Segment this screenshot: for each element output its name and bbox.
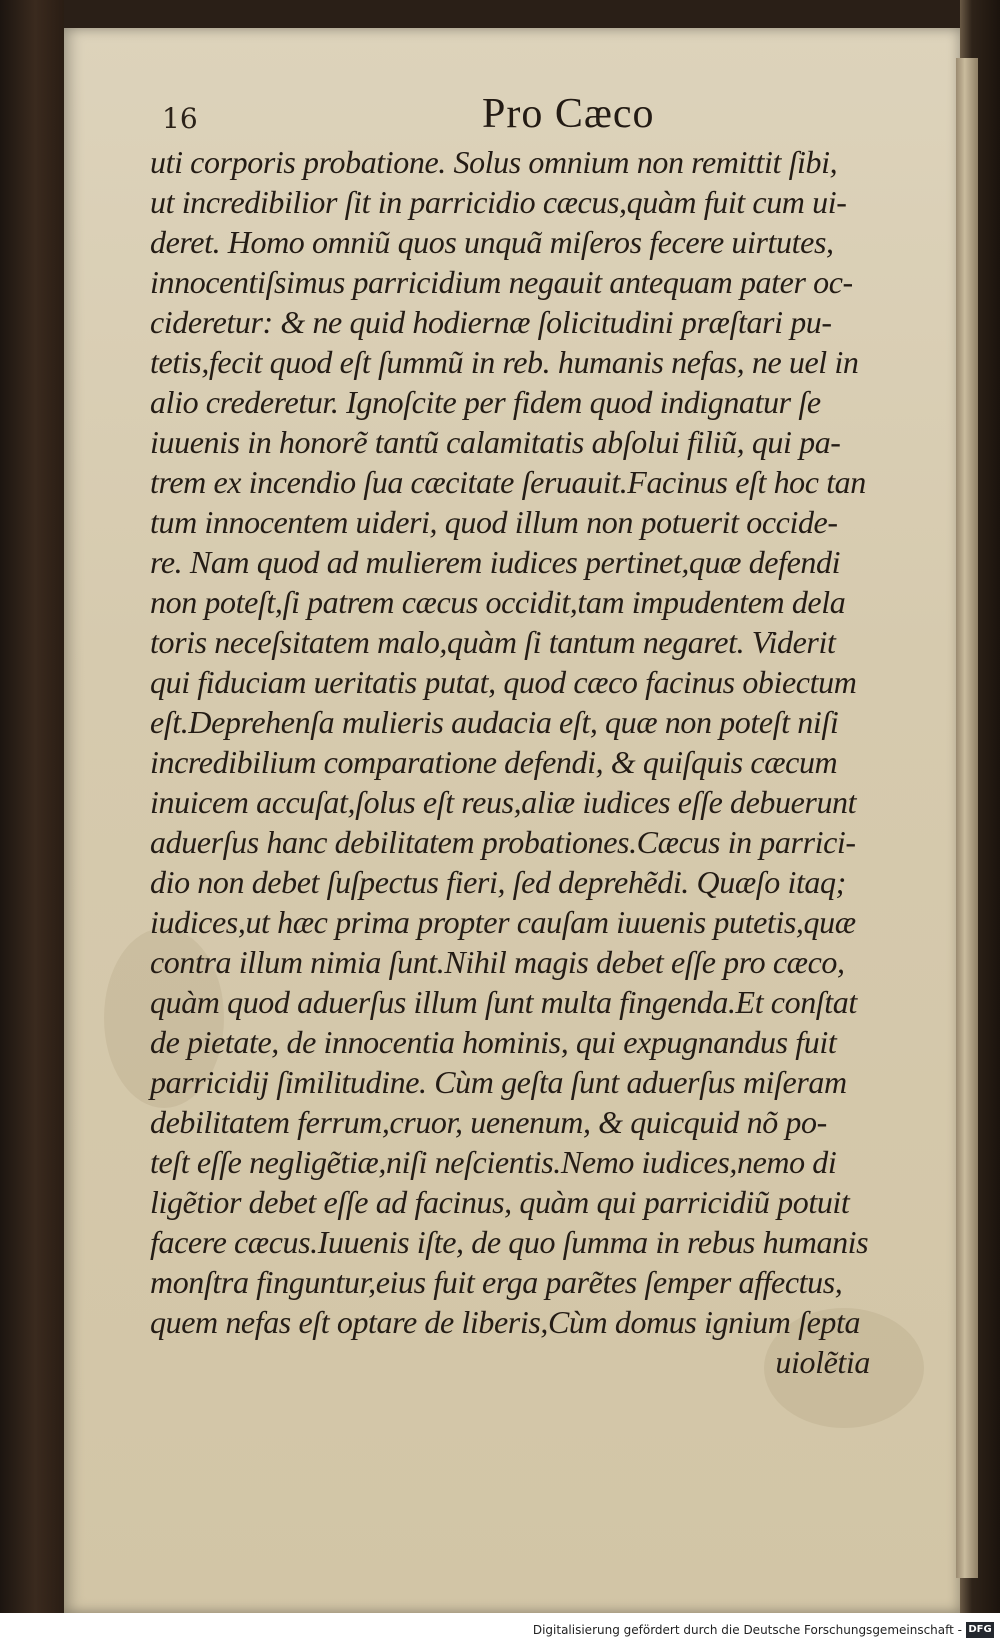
dfg-logo: DFG — [966, 1622, 994, 1638]
running-head: Pro Cæco — [482, 91, 655, 137]
text-line: dio non debet ſuſpectus fieri, ſed deprehẽdi. Quæſo itaq; — [150, 864, 846, 900]
text-line: qui fiduciam ueritatis putat, quod cæco facinus obiectum — [150, 664, 857, 700]
text-line: iudices,ut hæc prima propter cauſam iuuenis putetis,quæ — [150, 904, 856, 940]
text-line: parricidij ſimilitudine. Cùm geſta ſunt aduerſus miſeram — [150, 1064, 847, 1100]
text-line: iuuenis in honorẽ tantũ calamitatis abſolui filiũ, qui pa- — [150, 424, 841, 460]
text-line: inuicem accuſat,ſolus eſt reus,aliæ iudices eſſe debuerunt — [150, 784, 857, 820]
text-line: de pietate, de innocentia hominis, qui expugnandus fuit — [150, 1024, 837, 1060]
page-header — [162, 70, 862, 137]
page-number: 16 — [162, 102, 198, 135]
text-line: cideretur: & ne quid hodiernæ ſolicitudini præſtari pu- — [150, 304, 832, 340]
text-line: tetis,fecit quod eſt ſummũ in reb. humanis nefas, ne uel in — [150, 344, 859, 380]
text-line: incredibilium comparatione defendi, & quiſquis cæcum — [150, 744, 838, 780]
book-binding-left — [0, 0, 64, 1643]
text-line: alio crederetur. Ignoſcite per fidem quod indignatur ſe — [150, 384, 821, 420]
digitization-footer — [0, 1613, 1000, 1643]
text-line: aduerſus hanc debilitatem probationes.Cæcus in parrici- — [150, 824, 856, 860]
text-line: debilitatem ferrum,cruor, uenenum, & quicquid nõ po- — [150, 1104, 827, 1140]
text-line: tum innocentem uideri, quod illum non potuerit occide- — [150, 504, 838, 540]
footer-credit: Digitalisierung gefördert durch die Deutsche Forschungsgemeinschaft - — [532, 1623, 962, 1637]
text-line: toris neceſsitatem malo,quàm ſi tantum negaret. Viderit — [150, 624, 836, 660]
page-edge — [956, 58, 978, 1578]
text-line: monſtra finguntur,eius fuit erga parẽtes ſemper affectus, — [150, 1264, 843, 1300]
text-line: ligẽtior debet eſſe ad facinus, quàm qui parricidiũ potuit — [150, 1184, 850, 1220]
text-line: eſt.Deprehenſa mulieris audacia eſt, quæ non poteſt niſi — [150, 704, 839, 740]
text-line: uti corporis probatione. Solus omnium non remittit ſibi, — [150, 144, 838, 180]
text-line: quem nefas eſt optare de liberis,Cùm domus ignium ſepta — [150, 1304, 861, 1340]
catchword: uiolẽtia — [775, 1344, 870, 1380]
text-line: re. Nam quod ad mulierem iudices pertinet,quæ defendi — [150, 544, 841, 580]
text-line: teſt eſſe negligẽtiæ,niſi neſcientis.Nemo iudices,nemo di — [150, 1144, 837, 1180]
text-line: deret. Homo omniũ quos unquã miſeros fecere uirtutes, — [150, 224, 834, 260]
text-line: contra illum nimia ſunt.Nihil magis debet eſſe pro cæco, — [150, 944, 845, 980]
text-line: trem ex incendio ſua cæcitate ſeruauit.Facinus eſt hoc tan — [150, 464, 866, 500]
text-line: facere cæcus.Iuuenis iſte, de quo ſumma in rebus humanis — [150, 1224, 869, 1260]
text-line: ut incredibilior ſit in parricidio cæcus,quàm fuit cum ui- — [150, 184, 847, 220]
text-line: non poteſt,ſi patrem cæcus occidit,tam impudentem dela — [150, 584, 846, 620]
text-line: quàm quod aduerſus illum ſunt multa fingenda.Et conſtat — [150, 984, 857, 1020]
body-text — [150, 142, 920, 1382]
text-line: innocentiſsimus parricidium negauit antequam pater oc- — [150, 264, 853, 300]
